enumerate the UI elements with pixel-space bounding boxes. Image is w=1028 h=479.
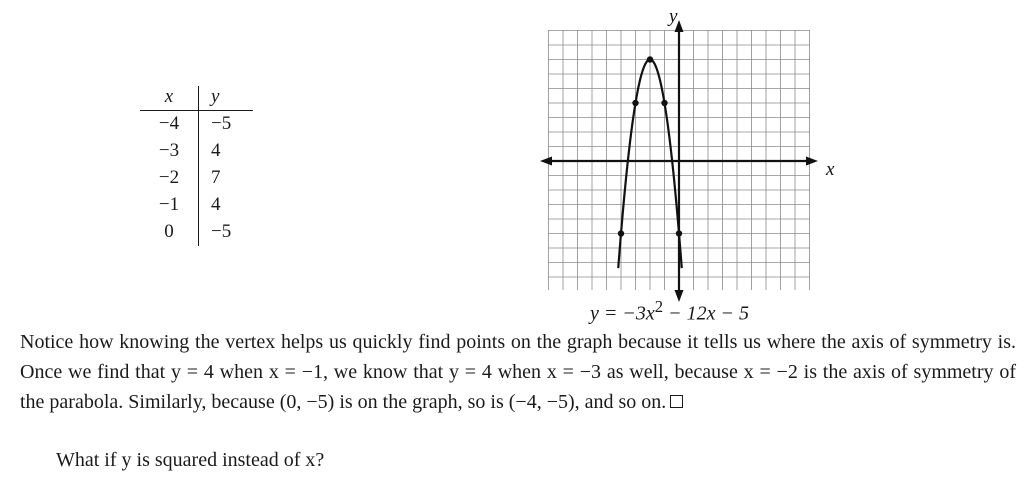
y-cell: −5 bbox=[211, 221, 232, 242]
caption-prefix: y = −3x bbox=[590, 302, 655, 325]
x-cell: −1 bbox=[140, 192, 199, 219]
explanation-paragraph bbox=[20, 327, 1016, 417]
x-axis-label: x bbox=[826, 159, 835, 180]
caption-suffix: − 12x − 5 bbox=[663, 302, 749, 325]
y-cell: 7 bbox=[211, 167, 221, 188]
y-cell: 4 bbox=[211, 140, 221, 161]
x-column-header: x bbox=[140, 86, 199, 111]
data-point bbox=[661, 100, 667, 106]
table-row bbox=[140, 138, 253, 165]
table-row bbox=[140, 111, 253, 139]
x-axis-arrow-left bbox=[540, 157, 552, 166]
y-axis-label: y bbox=[669, 6, 678, 27]
table-row bbox=[140, 219, 253, 246]
parabola-graph bbox=[538, 0, 838, 325]
y-column-header: y bbox=[199, 86, 254, 111]
table-row bbox=[140, 192, 253, 219]
follow-up-question: What if y is squared instead of x? bbox=[56, 449, 325, 471]
table-header-row bbox=[140, 86, 253, 111]
x-cell: −3 bbox=[140, 138, 199, 165]
x-cell: −2 bbox=[140, 165, 199, 192]
x-cell: −4 bbox=[140, 111, 199, 139]
caption-exponent: 2 bbox=[654, 297, 664, 316]
x-axis-arrow-right bbox=[806, 157, 818, 166]
graph-caption-equation bbox=[590, 297, 749, 326]
data-point bbox=[632, 100, 638, 106]
data-point bbox=[618, 230, 624, 236]
table-row bbox=[140, 165, 253, 192]
xy-value-table bbox=[140, 86, 253, 246]
y-cell: 4 bbox=[211, 194, 221, 215]
end-of-proof-box-icon bbox=[670, 395, 683, 408]
xy-value-table-container bbox=[140, 86, 250, 246]
explanation-text: Notice how knowing the vertex helps us quickly find points on the graph because it tells us where the axis of symmetry is. Once we find that y = 4 when x = −1, we know that y = 4 when x = −3 as well, because x = −2 is the axis of symmetry of the parabola. Similarly, because (0, −5) is on the graph, so is (−4, −5), and so on. bbox=[20, 331, 1016, 413]
data-point bbox=[647, 56, 653, 62]
y-cell: −5 bbox=[211, 113, 232, 134]
x-cell: 0 bbox=[140, 219, 199, 246]
parabola-graph-container bbox=[538, 0, 838, 325]
data-point bbox=[676, 230, 682, 236]
